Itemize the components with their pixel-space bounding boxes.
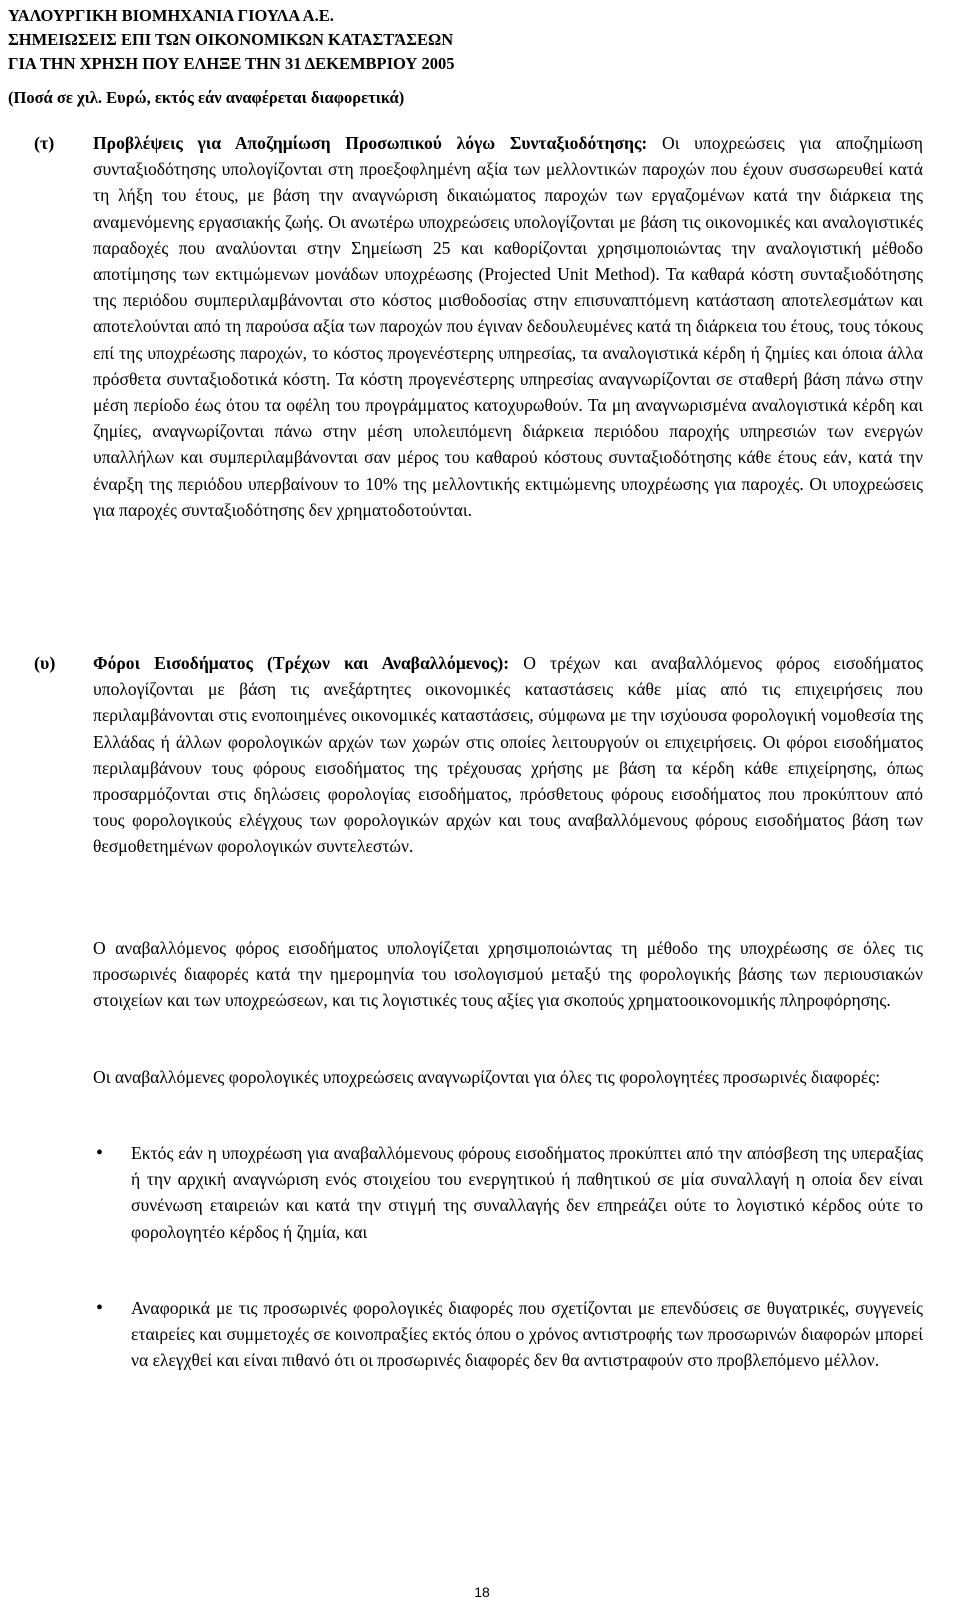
bullet-icon: • — [96, 1142, 104, 1164]
section-label: (υ) — [34, 653, 56, 673]
units-note: (Ποσά σε χιλ. Ευρώ, εκτός εάν αναφέρεται διαφορετικά) — [8, 88, 405, 107]
bullet-item: Εκτός εάν η υποχρέωση για αναβαλλόμενους φόρους εισοδήματος προκύπτει από την απόσβεση της υπεραξίας ή την αρχική αναγνώριση ενός στοιχείου του ενεργητικού ή παθητικού σε μία συναλλαγή η οποία δεν είναι συνένωση εταιρειών και κατά την στιγμή της συναλλαγής δεν επηρεάζει ούτε το λογιστικό κέρδος ούτε το φορολογητέο κέρδος ή ζημία, και — [131, 1143, 923, 1242]
document-header — [8, 4, 948, 110]
section-title: Προβλέψεις για Αποζημίωση Προσωπικού λόγω Συνταξιοδότησης: — [93, 133, 648, 153]
page-number: 18 — [474, 1584, 490, 1600]
bullet-item: Αναφορικά με τις προσωρινές φορολογικές διαφορές που σχετίζονται με επενδύσεις σε θυγατρικές, συγγενείς εταιρείες και συμμετοχές σε κοινοπραξίες εκτός όπου ο χρόνος αντιστροφής των προσωρινών διαφορών μπορεί να ελεγχθεί και είναι πιθανό ότι οι προσωρινές διαφορές δεν θα αντιστραφούν στο προβλεπόμενο μέλλον. — [131, 1298, 923, 1371]
section-u-paragraph-1 — [93, 650, 923, 860]
section-label: (τ) — [34, 133, 55, 153]
bullet-icon: • — [96, 1297, 104, 1319]
company-name: ΥΑΛΟΥΡΓΙΚΗ ΒΙΟΜΗΧΑΝΙΑ ΓΙΟΥΛΑ Α.Ε. — [8, 6, 334, 25]
section-body: Οι υποχρεώσεις για αποζημίωση συνταξιοδότησης υπολογίζονται στη προεξοφλημένη αξία των μελλοντικών παροχών που έχουν συσσωρευθεί κατά τη λήξη του έτους, με βάση την αναγνώριση δικαιώματος παροχών των εργαζομένων κατά την διάρκεια της αναμενόμενης εργασιακής ζωής. Οι ανωτέρω υποχρεώσεις υπολογίζονται με βάση τις οικονομικές και αναλογιστικές παραδοχές που αναλύονται στην Σημείωση 25 και καθορίζονται χρησιμοποιώντας την αναλογιστική μέθοδο αποτίμησης των εκτιμώμενων μονάδων υποχρέωσης (Projected Unit Method). Τα καθαρά κόστη συνταξιοδότησης της περιόδου συμπεριλαμβάνονται στο κόστος μισθοδοσίας στην επισυναπτόμενη κατάσταση αποτελεσμάτων και αποτελούνται από τη παρούσα αξία των παροχών που έγιναν δεδουλευμένες κατά τη διάρκεια του έτους, τους τόκους επί της υποχρέωσης παροχών, το κόστος προγενέστερης υπηρεσίας, τα αναλογιστικά κέρδη ή ζημίες και όποια άλλα πρόσθετα συνταξιοδοτικά κόστη. Τα κόστη προγενέστερης υπηρεσίας αναγνωρίζονται σε σταθερή βάση πάνω στην μέση περίοδο έως ότου τα οφέλη του προγράμματος κατοχυρωθούν. Τα μη αναγνωρισμένα αναλογιστικά κέρδη και ζημίες, αναγνωρίζονται πάνω στην μέση υπολειπόμενη διάρκεια περιόδου παροχής υπηρεσιών των ενεργών υπαλλήλων και συμπεριλαμβάνονται σαν μέρος του καθαρού κόστους συνταξιοδότησης κάθε έτους εάν, κατά την έναρξη της περιόδου υπερβαίνουν το 10% της μελλοντικής εκτιμώμενης υποχρέωσης για παροχές. Οι υποχρεώσεις για παροχές συνταξιοδότησης δεν χρηματοδοτούνται. — [93, 133, 924, 520]
notes-title: ΣΗΜΕΙΩΣΕΙΣ ΕΠΙ ΤΩΝ ΟΙΚΟΝΟΜΙΚΩΝ ΚΑΤΑΣΤΆΣΕΩΝ — [8, 30, 454, 49]
section-u-paragraph-2: Ο αναβαλλόμενος φόρος εισοδήματος υπολογίζεται χρησιμοποιώντας τη μέθοδο της υποχρέωσης σε όλες τις προσωρινές διαφορές κατά την ημερομηνία του ισολογισμού μεταξύ της φορολογικής βάσης των περιουσιακών στοιχείων και των υποχρεώσεων, και τις λογιστικές τους αξίες για σκοπούς χρηματοοικονομικής πληροφόρησης. — [93, 938, 923, 1011]
section-t-paragraph — [93, 130, 923, 523]
section-body: Ο τρέχων και αναβαλλόμενος φόρος εισοδήματος υπολογίζονται με βάση τις ανεξάρτητες οικονομικές καταστάσεις κάθε μίας από τις επιχειρήσεις που περιλαμβάνονται στις ενοποιημένες οικονομικές καταστάσεις, σύμφωνα με την ισχύουσα φορολογική νομοθεσία της Ελλάδας ή άλλων φορολογικών αρχών των χωρών στις οποίες λειτουργούν οι επιχειρήσεις. Οι φόροι εισοδήματος περιλαμβάνουν τους φόρους εισοδήματος της τρέχουσας χρήσης με βάση τα κέρδη κάθε επιχείρησης, όπως προσαρμόζονται στις δηλώσεις φορολογίας εισοδήματος, πρόσθετους φόρους εισοδήματος που προκύπτουν από τους φορολογικούς ελέγχους των φορολογικών αρχών και τους αναβαλλόμενους φόρους εισοδήματος βάση των θεσμοθετημένων φορολογικών συντελεστών. — [93, 653, 923, 857]
section-u-paragraph-3: Οι αναβαλλόμενες φορολογικές υποχρεώσεις αναγνωρίζονται για όλες τις φορολογητέες προσωρινές διαφορές: — [93, 1067, 881, 1087]
period-title: ΓΙΑ ΤΗΝ ΧΡΗΣΗ ΠΟΥ ΕΛΗΞΕ ΤΗΝ 31 ΔΕΚΕΜΒΡΙΟΥ 2005 — [8, 54, 455, 73]
section-title: Φόροι Εισοδήματος (Τρέχων και Αναβαλλόμενος): — [93, 653, 510, 673]
